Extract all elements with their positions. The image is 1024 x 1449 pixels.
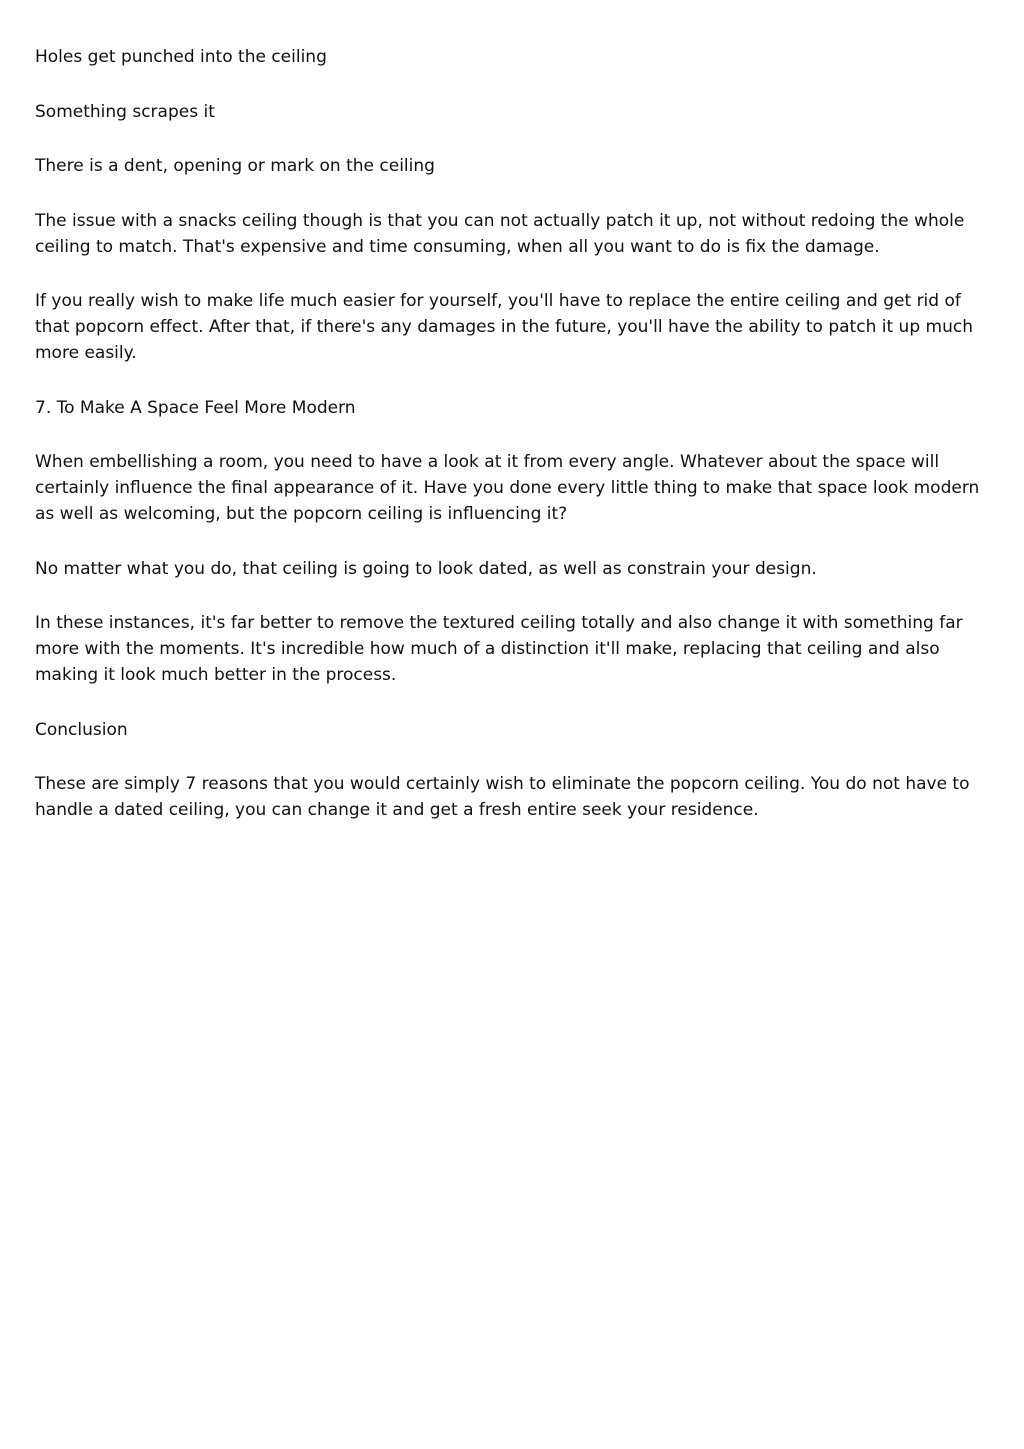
list-line-scrapes: Something scrapes it <box>35 101 215 122</box>
paragraph-replace-ceiling: If you really wish to make life much easier for yourself, you'll have to replace the entire ceiling and get rid of that popcorn effect. After that, if there's any damages in the future, you'll have the ability to patch it up much more easily. <box>35 291 973 363</box>
document-body <box>35 44 990 852</box>
paragraph-conclusion: These are simply 7 reasons that you would certainly wish to eliminate the popcorn ceiling. You do not have to handle a dated ceiling, you can change it and get a fresh entire seek your residence. <box>35 774 970 820</box>
list-line-dent: There is a dent, opening or mark on the ceiling <box>35 156 435 176</box>
section-heading-modern: 7. To Make A Space Feel More Modern <box>35 397 356 418</box>
paragraph-dated: No matter what you do, that ceiling is going to look dated, as well as constrain your design. <box>35 558 817 579</box>
paragraph-remove-textured: In these instances, it's far better to remove the textured ceiling totally and also change it with something far more with the moments. It's incredible how much of a distinction it'll make, replacing that ceiling and also making it look much better in the process. <box>35 613 963 685</box>
section-heading-conclusion: Conclusion <box>35 719 128 740</box>
paragraph-patch-issue: The issue with a snacks ceiling though is that you can not actually patch it up, not without redoing the whole ceiling to match. That's expensive and time consuming, when all you want to do is fix the damage. <box>35 210 965 257</box>
list-line-holes: Holes get punched into the ceiling <box>35 47 327 67</box>
paragraph-embellishing: When embellishing a room, you need to have a look at it from every angle. Whatever about the space will certainly influence the final appearance of it. Have you done every little thing to make that space look modern as well as welcoming, but the popcorn ceiling is influencing it? <box>35 452 980 524</box>
